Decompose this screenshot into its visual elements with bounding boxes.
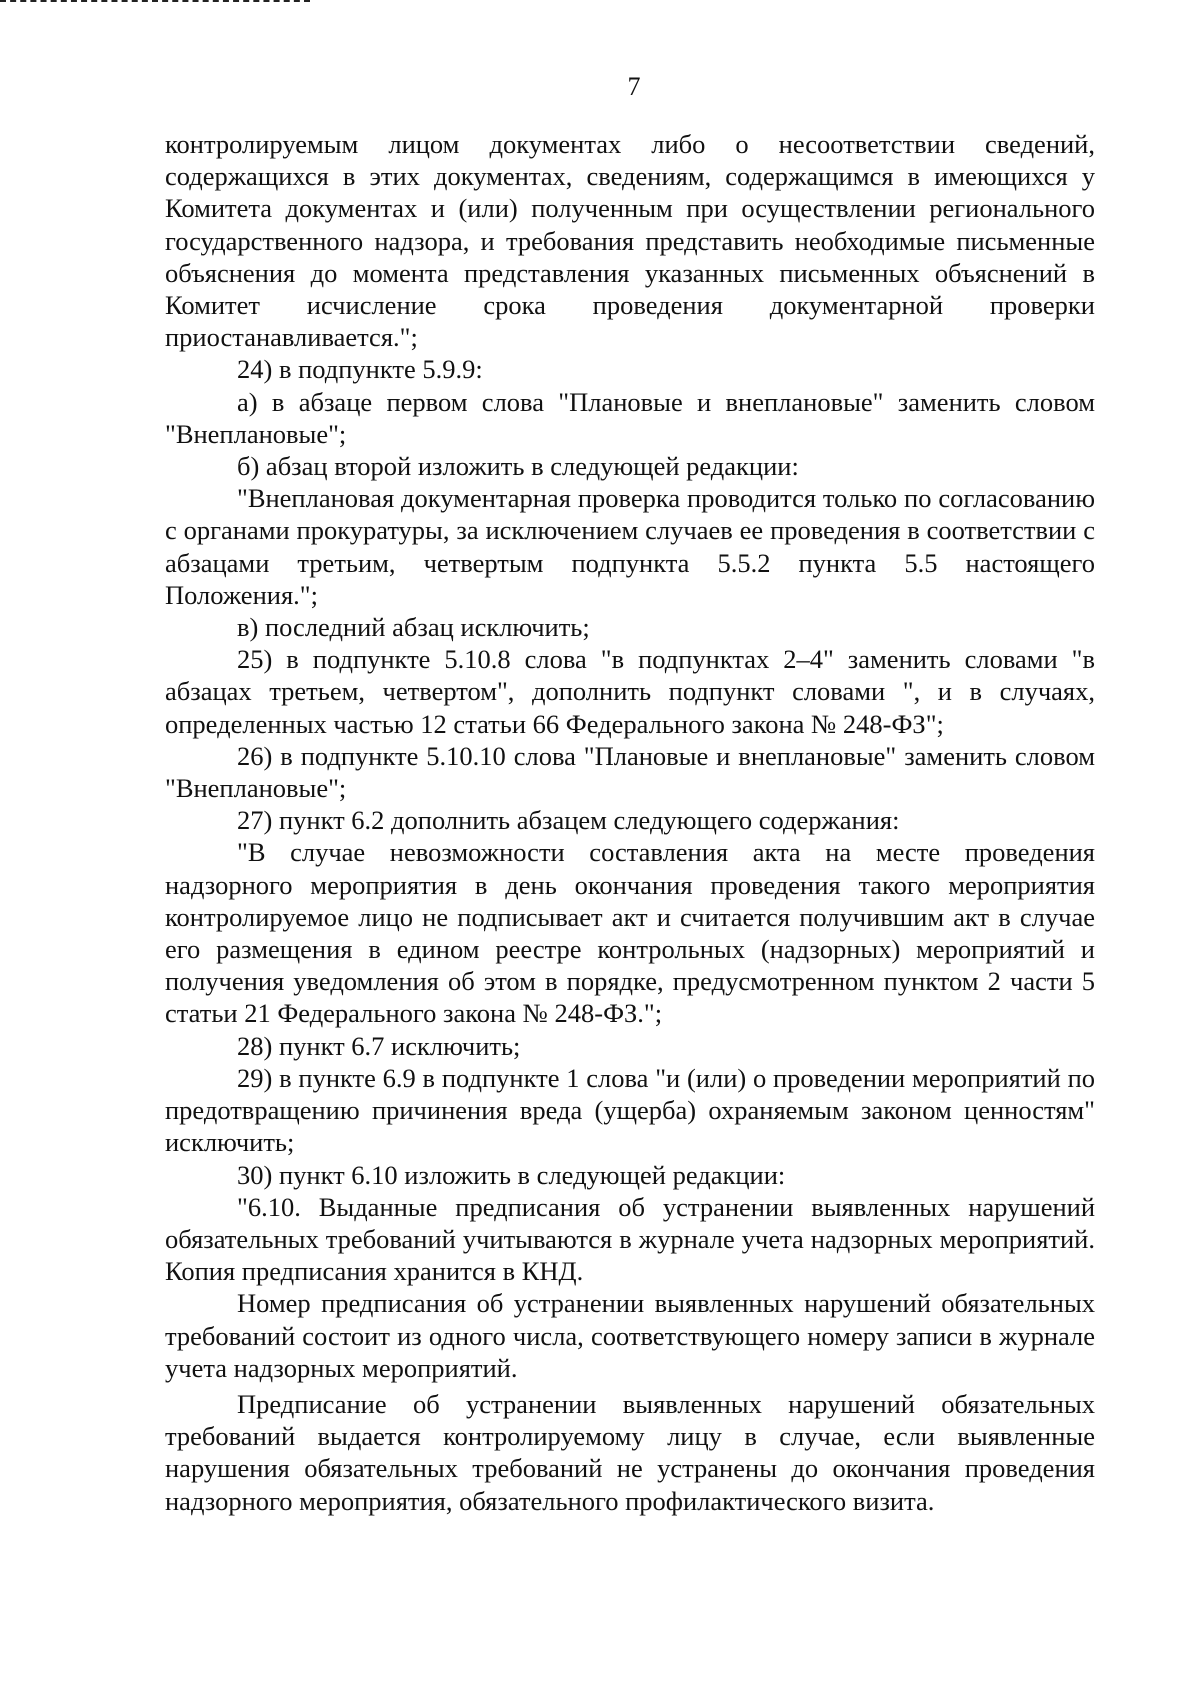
paragraph: "Внеплановая документарная проверка проводится только по согласованию с органами прокуратуры, за исключением случаев ее проведения в соответствии с абзацами третьим, четвертым подпункта 5.5.2 пункта 5.5 настоящего Положения.";	[165, 483, 1095, 610]
paragraph: Предписание об устранении выявленных нарушений обязательных требований выдается контролируемому лицу в случае, если выявленные нарушения обязательных требований не устранены до окончания проведения надзорного мероприятия, обязательного профилактического визита.	[165, 1388, 1095, 1516]
paragraph: а) в абзаце первом слова "Плановые и внеплановые" заменить словом "Внеплановые";	[165, 386, 1095, 449]
paragraph: 24) в подпункте 5.9.9:	[237, 354, 483, 385]
paragraph: "6.10. Выданные предписания об устранении выявленных нарушений обязательных требований учитываются в журнале учета надзорных мероприятий. Копия предписания хранится в КНД.	[165, 1191, 1095, 1287]
paragraph: Номер предписания об устранении выявленных нарушений обязательных требований состоит из одного числа, соответствующего номеру записи в журнале учета надзорных мероприятий.	[165, 1288, 1095, 1383]
paragraph: контролируемым лицом документах либо о несоответствии сведений, содержащихся в этих документах, сведениям, содержащимся в имеющихся у Комитета документах и (или) полученным при осуществлении регионального государственного надзора, и требования представить необходимые письменные объяснения до момента представления указанных письменных объяснений в Комитет исчисление срока проведения документарной проверки приостанавливается.";	[165, 129, 1095, 353]
paragraph: 28) пункт 6.7 исключить;	[237, 1030, 521, 1061]
paragraph: "В случае невозможности составления акта на месте проведения надзорного мероприятия в день окончания проведения такого мероприятия контролируемое лицо не подписывает акт и считается получившим акт в случае его размещения в едином реестре контрольных (надзорных) мероприятий и получения уведомления об этом в порядке, предусмотренном пунктом 2 части 5 статьи 21 Федерального закона № 248-ФЗ.";	[165, 837, 1095, 1029]
paragraph: 27) пункт 6.2 дополнить абзацем следующего содержания:	[237, 805, 900, 836]
scan-edge-mark	[0, 0, 310, 4]
paragraph: в) последний абзац исключить;	[237, 612, 590, 643]
paragraph: 25) в подпункте 5.10.8 слова "в подпунктах 2–4" заменить словами "в абзацах третьем, четвертом", дополнить подпункт словами ", и в случаях, определенных частью 12 статьи 66 Федерального закона № 248-ФЗ";	[165, 644, 1095, 739]
page-number: 7	[627, 72, 641, 101]
paragraph: 30) пункт 6.10 изложить в следующей редакции:	[237, 1159, 786, 1190]
paragraph: 29) в пункте 6.9 в подпункте 1 слова "и (или) о проведении мероприятий по предотвращению причинения вреда (ущерба) охраняемым законом ценностям" исключить;	[165, 1062, 1095, 1158]
paragraph: 26) в подпункте 5.10.10 слова "Плановые и внеплановые" заменить словом "Внеплановые";	[165, 740, 1095, 804]
paragraph: б) абзац второй изложить в следующей редакции:	[237, 451, 799, 482]
document-body	[165, 128, 1095, 1517]
